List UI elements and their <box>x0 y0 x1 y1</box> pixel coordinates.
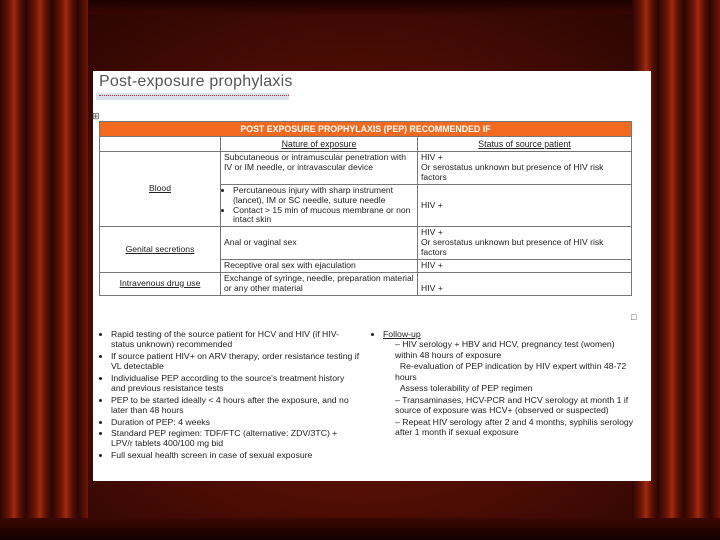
followup-item: – HIV serology + HBV and HCV, pregnancy test (women) within 48 hours of exposure <box>395 339 615 360</box>
status-text: HIV + <box>421 227 443 238</box>
col-status-header: Status of source patient <box>418 137 632 152</box>
status-text: Or serostatus unknown but presence of HIV risk factors <box>421 162 604 182</box>
followup-text: Transaminases, HCV-PCR and HCV serology at month 1 if source of exposure was HCV+ (observed or suspected) <box>395 394 629 416</box>
left-bullet: • Duration of PEP: 4 weeks <box>111 417 361 427</box>
list-item: • Percutaneous injury with sharp instrument (lancet), IM or SC needle, suture needle <box>233 186 414 206</box>
blood-nature-2 <box>221 184 418 227</box>
blood-nature-1: Subcutaneous or intramuscular penetration with IV or IM needle, or intravascular device <box>221 152 418 185</box>
table-anchor-icon: ⊞ <box>92 111 100 121</box>
followup-item: – Transaminases, HCV-PCR and HCV serology at month 1 if source of exposure was HCV+ (observed or suspected) <box>395 394 629 416</box>
followup-item <box>395 361 637 382</box>
ivdu-nature: Exchange of syringe, needle, preparation material or any other material <box>221 272 418 295</box>
list-item: • Contact > 15 min of mucous membrane or non intact skin <box>233 206 414 226</box>
status-text: HIV + <box>421 152 443 163</box>
followup-item: – Repeat HIV serology after 2 and 4 months, syphilis serology after 1 month if sexual exposure <box>395 416 634 437</box>
followup-text: Repeat HIV serology after 2 and 4 months, syphilis serology after 1 month if sexual exposure <box>395 416 634 437</box>
route-genital: Genital secretions <box>100 227 221 273</box>
route-ivdu: Intravenous drug use <box>100 272 221 295</box>
left-bullet: • PEP to be started ideally < 4 hours after the exposure, and no later than 48 hours <box>111 395 361 416</box>
table-header: POST EXPOSURE PROPHYLAXIS (PEP) RECOMMENDED IF <box>100 122 632 137</box>
followup-item <box>395 383 637 393</box>
title-underline <box>99 95 289 96</box>
followup-text: Re-evaluation of PEP indication by HIV expert within 48-72 hours <box>395 361 627 382</box>
left-bullet: • Individualise PEP according to the source's treatment history and previous resistance tests <box>111 373 361 394</box>
genital-nature-1: Anal or vaginal sex <box>221 227 418 260</box>
slide <box>93 71 651 481</box>
col-nature-header: Nature of exposure <box>221 137 418 152</box>
followup-heading: Follow-up <box>383 329 421 339</box>
followup-notes <box>371 329 637 438</box>
left-bullet: • Standard PEP regimen: TDF/FTC (alternative: ZDV/3TC) + LPV/r tablets 400/100 mg bid <box>111 428 361 449</box>
stage-floor <box>0 518 720 540</box>
blood-status-1 <box>418 152 632 185</box>
genital-nature-2: Receptive oral sex with ejaculation <box>221 259 418 272</box>
genital-status-2: HIV + <box>418 259 632 272</box>
route-blood: Blood <box>100 152 221 227</box>
status-text: Or serostatus unknown but presence of HIV risk factors <box>421 237 604 258</box>
left-notes <box>99 329 361 461</box>
curtain-left <box>0 0 88 540</box>
followup-text: HIV serology + HBV and HCV, pregnancy test (women) within 48 hours of exposure <box>395 339 615 360</box>
blood-status-2: HIV + <box>418 184 632 227</box>
pep-table <box>99 121 632 296</box>
ivdu-status: HIV + <box>418 272 632 295</box>
table-resize-icon: □ <box>631 312 637 322</box>
left-bullet: • Full sexual health screen in case of sexual exposure <box>111 450 361 460</box>
slide-title: Post-exposure prophylaxis <box>99 73 293 90</box>
followup-title <box>383 329 637 437</box>
left-bullet: • Rapid testing of the source patient for HCV and HIV (if HIV-status unknown) recommended <box>111 329 361 350</box>
curtain-valance <box>0 0 720 14</box>
genital-status-1 <box>418 227 632 260</box>
left-bullet: • If source patient HIV+ on ARV therapy, order resistance testing if VL detectable <box>111 351 361 372</box>
followup-text: Assess tolerability of PEP regimen <box>399 383 533 394</box>
empty-cell <box>100 137 221 152</box>
